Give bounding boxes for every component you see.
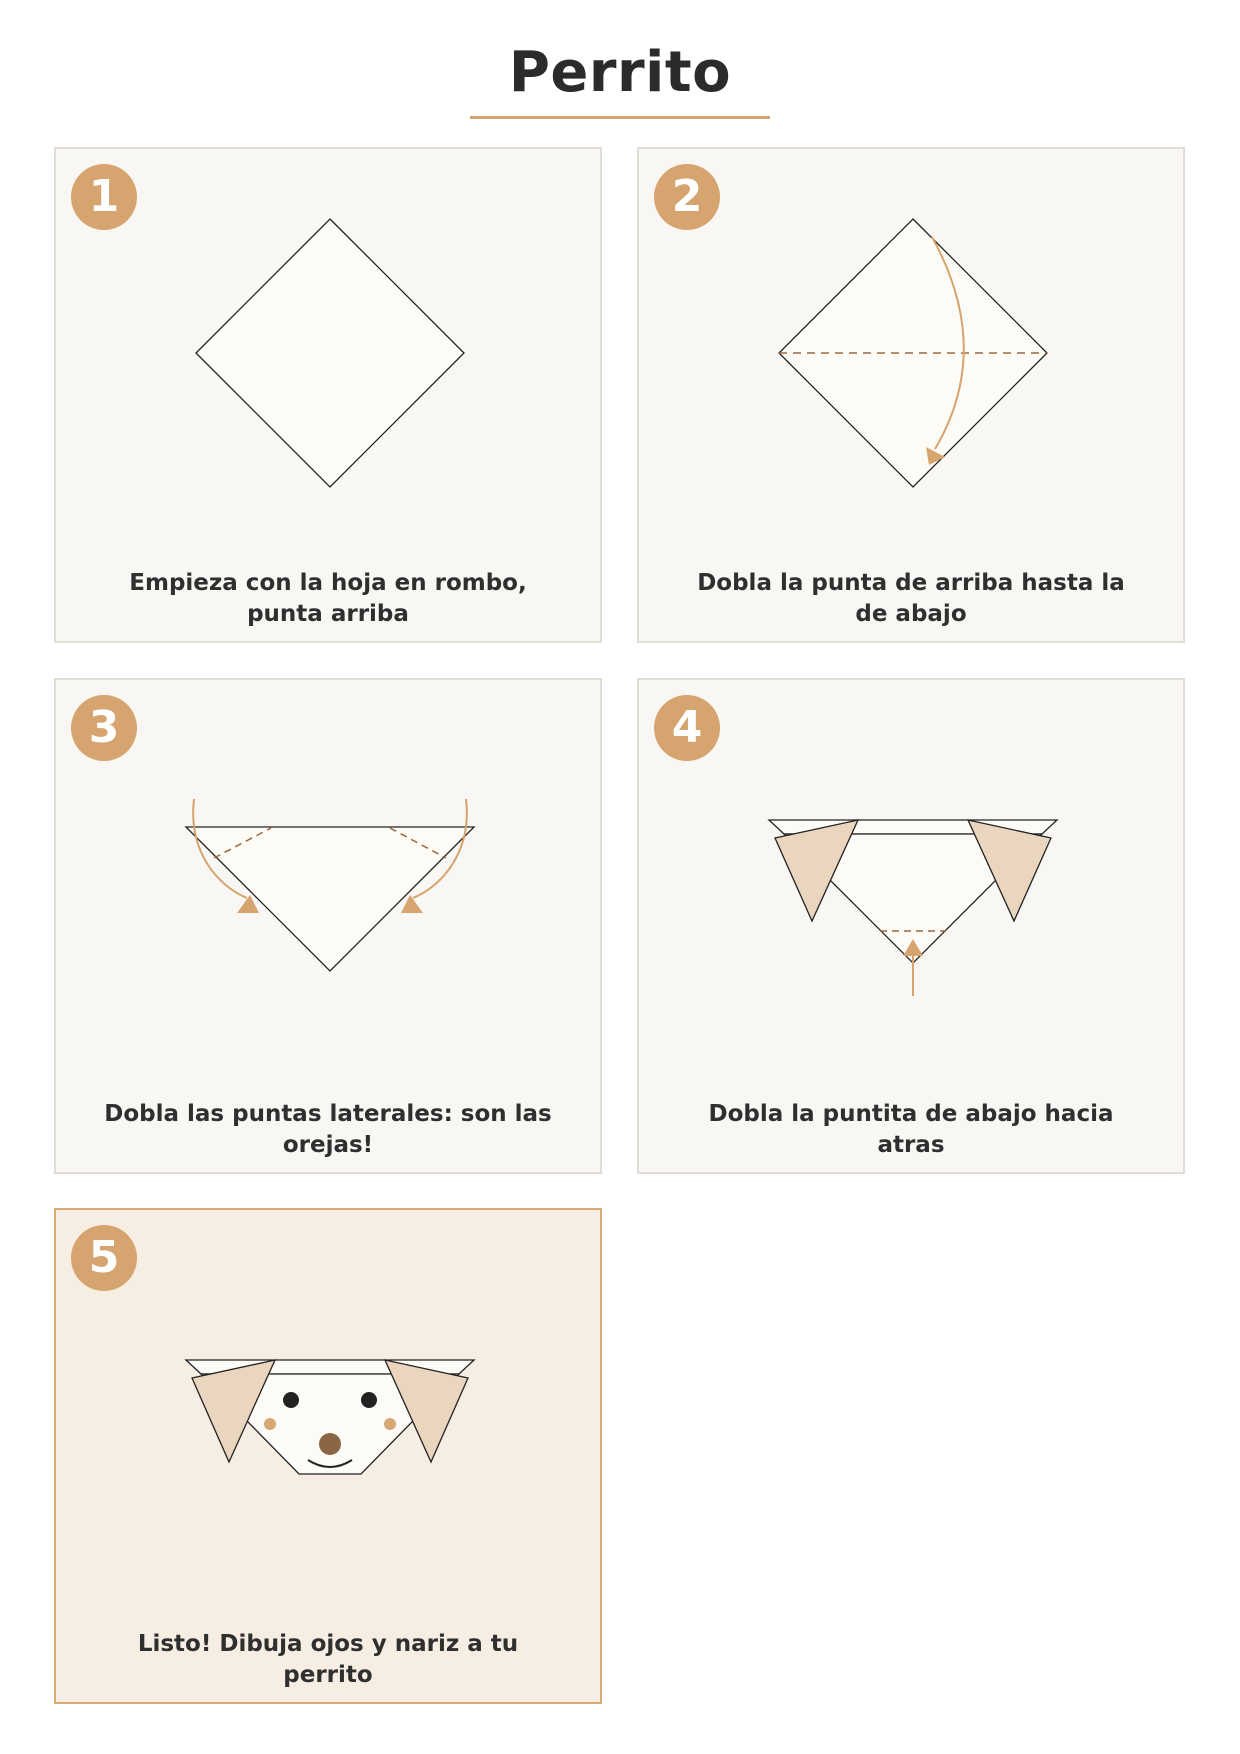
cheek-right (384, 1418, 396, 1430)
step-number-badge: 5 (71, 1225, 137, 1291)
step-number-badge: 1 (71, 164, 137, 230)
step-number-badge: 3 (71, 695, 137, 761)
page-title: Perrito (508, 40, 732, 105)
paper-diamond (196, 219, 464, 487)
step-card-2 (637, 147, 1185, 643)
eye-left (283, 1392, 299, 1408)
step-number-badge: 4 (654, 695, 720, 761)
step-card-3 (54, 678, 602, 1174)
step-caption: Empieza con la hoja en rombo, punta arriba (129, 570, 527, 627)
title-underline (470, 116, 770, 119)
step-card-4 (637, 678, 1185, 1174)
step-caption: Dobla la punta de arriba hasta la de abajo (697, 570, 1125, 627)
step-card-1 (54, 147, 602, 643)
eye-right (361, 1392, 377, 1408)
step-caption: Listo! Dibuja ojos y nariz a tu perrito (137, 1631, 519, 1688)
nose (319, 1433, 341, 1455)
step-card-5 (54, 1208, 602, 1704)
paper-triangle (186, 827, 474, 971)
arrow-head-right (401, 895, 423, 913)
step-number-badge: 2 (654, 164, 720, 230)
cheek-left (264, 1418, 276, 1430)
arrow-head-left (237, 895, 259, 913)
step-caption: Dobla las puntas laterales: son las orejas! (104, 1101, 552, 1158)
step-caption: Dobla la puntita de abajo hacia atras (708, 1101, 1114, 1158)
